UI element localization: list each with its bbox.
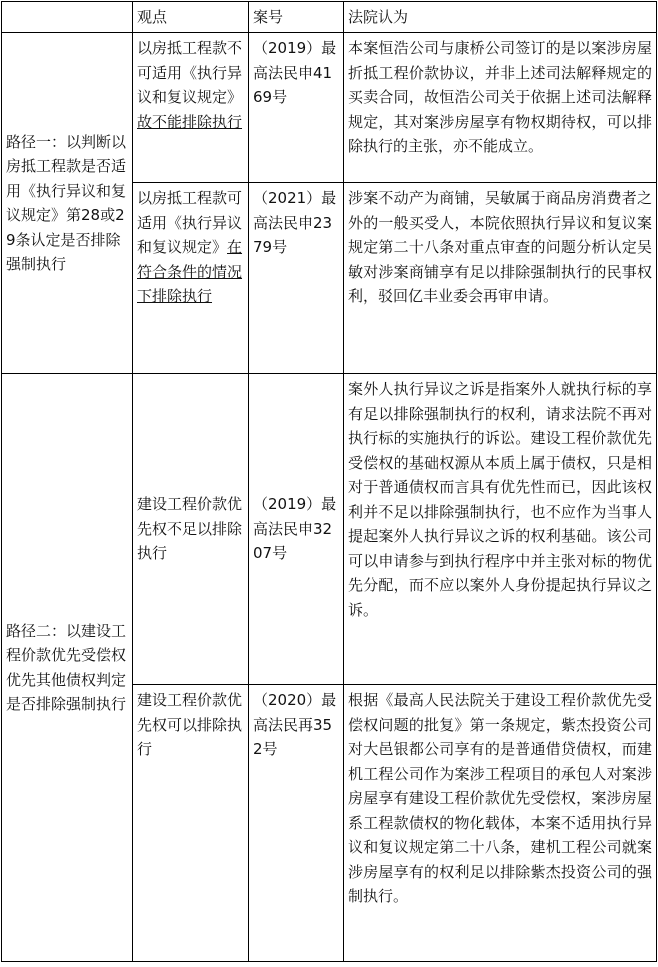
case-number-cell: （2020）最高法民再352号 xyxy=(249,685,344,962)
path2-label: 路径二：以建设工程价款优先受偿权优先其他债权判定是否排除强制执行 xyxy=(2,374,133,962)
case-number-cell: （2019）最高法民申4169号 xyxy=(249,33,344,183)
header-court-opinion: 法院认为 xyxy=(344,2,657,33)
view-text: 以房抵工程款不可适用《执行异议和复议规定》 xyxy=(137,39,243,106)
view-cell xyxy=(133,33,249,183)
table-row xyxy=(2,33,657,183)
view-conclusion: 在符合条件的情况下排除执行 xyxy=(137,238,243,305)
header-case-number: 案号 xyxy=(249,2,344,33)
view-cell xyxy=(133,183,249,374)
header-path xyxy=(2,2,133,33)
case-number-cell: （2019）最高法民申3207号 xyxy=(249,374,344,685)
view-conclusion: 故不能排除执行 xyxy=(137,112,243,131)
case-comparison-table xyxy=(1,1,657,962)
case-number-cell: （2021）最高法民申2379号 xyxy=(249,183,344,374)
header-view: 观点 xyxy=(133,2,249,33)
view-cell: 建设工程价款优先权可以排除执行 xyxy=(133,685,249,962)
header-row xyxy=(2,2,657,33)
court-opinion-cell: 根据《最高人民法院关于建设工程价款优先受偿权问题的批复》第一条规定，紫杰投资公司对大邑银都公司享有的是普通借贷债权，而建机工程公司作为案涉工程项目的承包人对案涉房屋享有建设工程价款优先受偿权，案涉房屋系工程款债权的物化载体，本案不适用执行异议和复议规定第二十八条，建机工程公司就案涉房屋享有的权利足以排除紫杰投资公司的强制执行。 xyxy=(344,685,657,962)
view-cell: 建设工程价款优先权不足以排除执行 xyxy=(133,374,249,685)
view-text: 以房抵工程款可适用《执行异议和复议规定》 xyxy=(137,189,243,256)
court-opinion-cell: 本案恒浩公司与康桥公司签订的是以案涉房屋折抵工程价款协议，并非上述司法解释规定的买卖合同，故恒浩公司关于依据上述司法解释规定，其对案涉房屋享有物权期待权，可以排除执行的主张，亦不能成立。 xyxy=(344,33,657,183)
court-opinion-cell: 涉案不动产为商铺，吴敏属于商品房消费者之外的一般买受人，本院依照执行异议和复议案规定第二十八条对重点审查的问题分析认定吴敏对涉案商铺享有足以排除强制执行的民事权利，驳回亿丰业委会再审申请。 xyxy=(344,183,657,374)
court-opinion-cell: 案外人执行异议之诉是指案外人就执行标的享有足以排除强制执行的权利，请求法院不再对执行标的实施执行的诉讼。建设工程价款优先受偿权的基础权源从本质上属于债权，只是相对于普通债权而言具有优先性而已，因此该权利并不足以排除强制执行，也不应作为当事人提起案外人执行异议之诉的权利基础。该公司可以申请参与到执行程序中并主张对标的物优先分配，而不应以案外人身份提起执行异议之诉。 xyxy=(344,374,657,685)
path1-label: 路径一：以判断以房抵工程款是否适用《执行异议和复议规定》第28或29条认定是否排除强制执行 xyxy=(2,33,133,374)
table-row xyxy=(2,374,657,685)
